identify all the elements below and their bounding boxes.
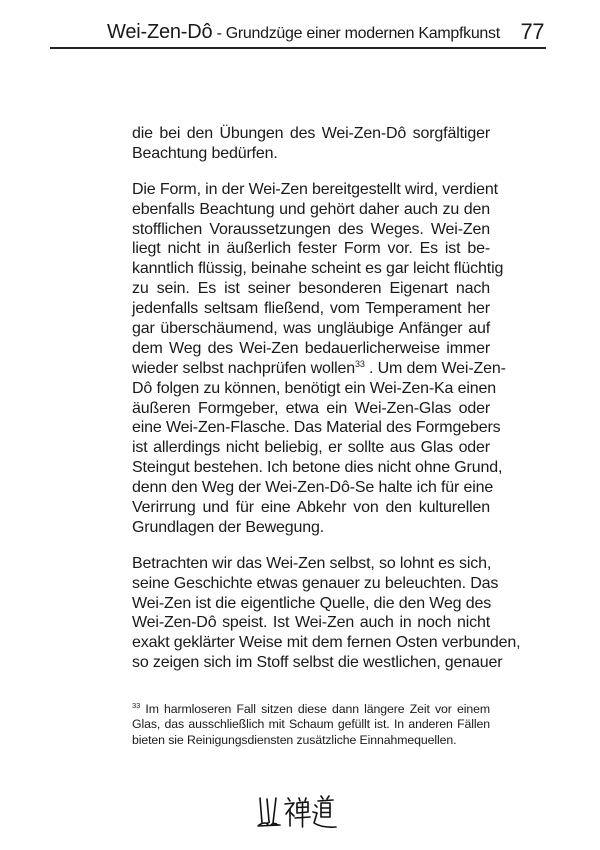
text-line: dem Weg des Wei-Zen bedauerlicherweise immer xyxy=(132,339,490,357)
text-line: ebenfalls Beachtung und gehört daher auch zu den xyxy=(132,200,490,218)
text-line: ist allerdings nicht beliebig, er sollte aus Glas oder xyxy=(132,439,490,457)
footnote-reference[interactable]: 33 xyxy=(355,358,365,369)
text-line: denn den Weg der Wei-Zen-Dô-Se halte ich für eine xyxy=(132,479,494,497)
header-title-sub: - Grundzüge einer modernen Kampfkunst xyxy=(212,25,500,42)
text-line: gar überschäumend, was ungläubige Anfänger auf xyxy=(132,320,490,338)
text-line: Dô folgen zu können, benötigt ein Wei-Zen-Ka einen xyxy=(132,379,497,397)
text-line: Wei-Zen-Dô speist. Ist Wei-Zen auch in noch nicht xyxy=(132,614,490,632)
text-line: Die Form, in der Wei-Zen bereitgestellt wird, verdient xyxy=(132,180,498,198)
body-text xyxy=(132,124,521,689)
text-line: zu sein. Es ist seiner besonderen Eigenart nach xyxy=(132,280,490,298)
text-fragment: . Um dem Wei-Zen- xyxy=(364,359,506,377)
text-line: seine Geschichte etwas genauer zu beleuchten. Das xyxy=(132,574,499,592)
footnote-line: Glas, das ausschließlich mit Schaum gefüllt ist. In anderen Fällen xyxy=(132,717,490,732)
calligraphy-logo-icon xyxy=(256,790,344,835)
text-line: stofflichen Voraussetzungen des Weges. Wei-Zen xyxy=(132,220,490,238)
wei-zen-do-logo xyxy=(256,790,344,835)
footnote-number: 33 xyxy=(132,701,141,710)
text-line: kanntlich flüssig, beinahe scheint es gar leicht flüchtig xyxy=(132,260,504,278)
text-line: Grundlagen der Bewegung. xyxy=(132,518,325,536)
text-fragment: wieder selbst nachprüfen wollen xyxy=(132,359,356,377)
text-line: Betrachten wir das Wei-Zen selbst, so lohnt es sich, xyxy=(132,554,492,572)
text-line-with-footnote-ref xyxy=(132,358,506,379)
text-line: exakt geklärter Weise mit dem fernen Osten verbunden, xyxy=(132,634,521,652)
text-line: Beachtung bedürfen. xyxy=(132,144,278,162)
text-line: liegt nicht in äußerlich fester Form vor. Es ist be- xyxy=(132,240,490,258)
running-header-title xyxy=(107,21,500,44)
text-line: eine Wei-Zen-Flasche. Das Material des Formgebers xyxy=(132,419,501,437)
paragraph-2 xyxy=(132,180,506,538)
text-line: äußeren Formgeber, etwa ein Wei-Zen-Glas oder xyxy=(132,399,490,417)
text-fragment: Im harmloseren Fall sitzen diese dann längere Zeit vor einem xyxy=(140,702,490,716)
text-line: Verirrung und für eine Abkehr von den kulturellen xyxy=(132,499,490,517)
text-line: Steingut bestehen. Ich betone dies nicht ohne Grund, xyxy=(132,459,503,477)
text-line: jedenfalls seltsam fließend, vom Temperament her xyxy=(132,300,490,318)
header-title-main: Wei-Zen-Dô xyxy=(107,21,213,43)
page-number: 77 xyxy=(520,19,544,44)
running-header xyxy=(50,18,546,49)
footnote xyxy=(132,702,490,748)
footnote-line: bieten sie Reinigungsdiensten zusätzliche Einnahmequellen. xyxy=(132,732,457,747)
paragraph-3 xyxy=(132,554,521,673)
text-line: so zeigen sich im Stoff selbst die westlichen, genauer xyxy=(132,654,503,672)
text-line: Wei-Zen ist die eigentliche Quelle, die den Weg des xyxy=(132,594,492,612)
text-line: die bei den Übungen des Wei-Zen-Dô sorgfältiger xyxy=(132,125,490,142)
footnote-line xyxy=(132,702,490,717)
paragraph-1 xyxy=(132,124,490,164)
